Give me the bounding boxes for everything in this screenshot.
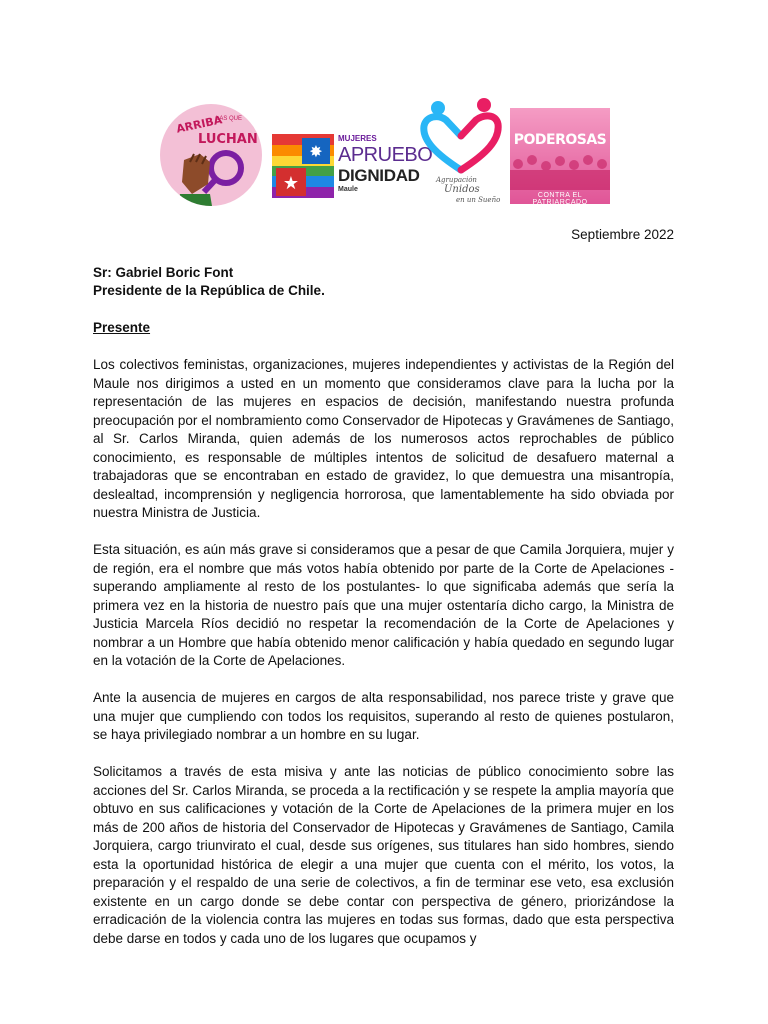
crowd-icon [510,150,610,190]
two-hearts-icon [416,96,506,176]
logo4-line2: CONTRA EL PATRIARCADO [532,192,588,204]
hearts-logo [416,96,506,208]
recipient-title: Presidente de la República de Chile. [93,283,325,298]
logo1-line1: ARRIBA [175,113,224,136]
logo3-line3: en un Sueño [456,196,501,204]
logo2-line1: MUJERES [338,134,377,143]
logo4-line1: PODEROSAS [513,132,607,148]
recipient-block [93,264,325,300]
poderosas-logo [510,108,610,204]
salutation: Presente [93,320,151,335]
logo1-line1b: LAS QUE [216,116,243,122]
letter-date: Septiembre 2022 [571,227,674,242]
apruebo-dignidad-logo [272,134,433,198]
logo1-line2: LUCHAN [198,132,258,147]
logo2-line2: APRUEBO [338,144,433,166]
paragraph: Esta situación, es aún más grave si consideramos que a pesar de que Camila Jorquiera, mujer y de región, era el nombre que más votos había obtenido por parte de la Corte de Apelaciones - superando ampliamente al resto de los postulantes- lo que significaba además que sería la primera vez en la historia de nuestro país que una mujer ostentaría dicho cargo, la Ministra de Justicia Marcela Ríos decidió no respetar la recomendación de la Corte de Apelaciones y nombrar a un Hombre que había obtenido menor calificación y había quedado en segundo lugar en la votación de la Corte de Apelaciones. [93,542,674,669]
logo2-line4: Maule [338,186,358,193]
rainbow-flag-icon [272,134,334,198]
feminist-fist-logo [160,104,262,206]
logo2-line3: DIGNIDAD [338,166,420,185]
letter-body [93,356,674,948]
paragraph: Los colectivos feministas, organizaciones, mujeres independientes y activistas de la Región del Maule nos dirigimos a usted en un momento que consideramos clave para la lucha por la representación de las mujeres en espacios de decisión, manifestando nuestra profunda preocupación por el nombramiento como Conservador de Hipotecas y Gravámenes de Santiago, al Sr. Carlos Miranda, quien además de los numerosos actos reprochables de público conocimiento, es responsable de múltiples intentos de solicitud de desafuero maternal a trabajadoras que se encontraban en estado de gravidez, lo que demuestra una misantropía, deslealtad, incomprensión y negligencia horrorosa, que lamentablemente ha sido obviada por nuestra Ministra de Justicia. [93,357,674,520]
svg-text:✸: ✸ [309,142,323,161]
logo3-line1: Agrupación [436,176,477,184]
recipient-name: Sr: Gabriel Boric Font [93,265,234,280]
svg-text:★: ★ [282,173,300,194]
logo-strip [156,96,616,214]
paragraph: Solicitamos a través de esta misiva y ante las noticias de público conocimiento sobre las acciones del Sr. Carlos Miranda, se proceda a la rectificación y se respete la amplia mayoría que obtuvo en sus calificaciones y votación de la Corte de Apelaciones de la primera mujer en los más de 200 años de historia del Conservador de Hipotecas y Gravámenes de Santiago, Camila Jorquiera, cargo triunvirato el cual, desde sus orígenes, sus titulares han sido hombres, siendo esta la oportunidad histórica de elegir a una mujer que cuenta con el mérito, los votos, la preparación y el respaldo de una serie de colectivos, a fin de terminar ese veto, esa exclusión existente en un cargo donde se debe contar con perspectiva de género, priorizándose la erradicación de la violencia contra las mujeres en todas sus formas, dado que esta perspectiva debe darse en todos y cada uno de los lugares que ocupamos y [93,764,674,946]
paragraph: Ante la ausencia de mujeres en cargos de alta responsabilidad, nos parece triste y grave que una mujer que cumpliendo con todos los requisitos, superando al resto de quienes postularon, se haya privilegiado nombrar a un hombre en su lugar. [93,690,674,743]
logo3-line2: Unidos [444,184,480,195]
